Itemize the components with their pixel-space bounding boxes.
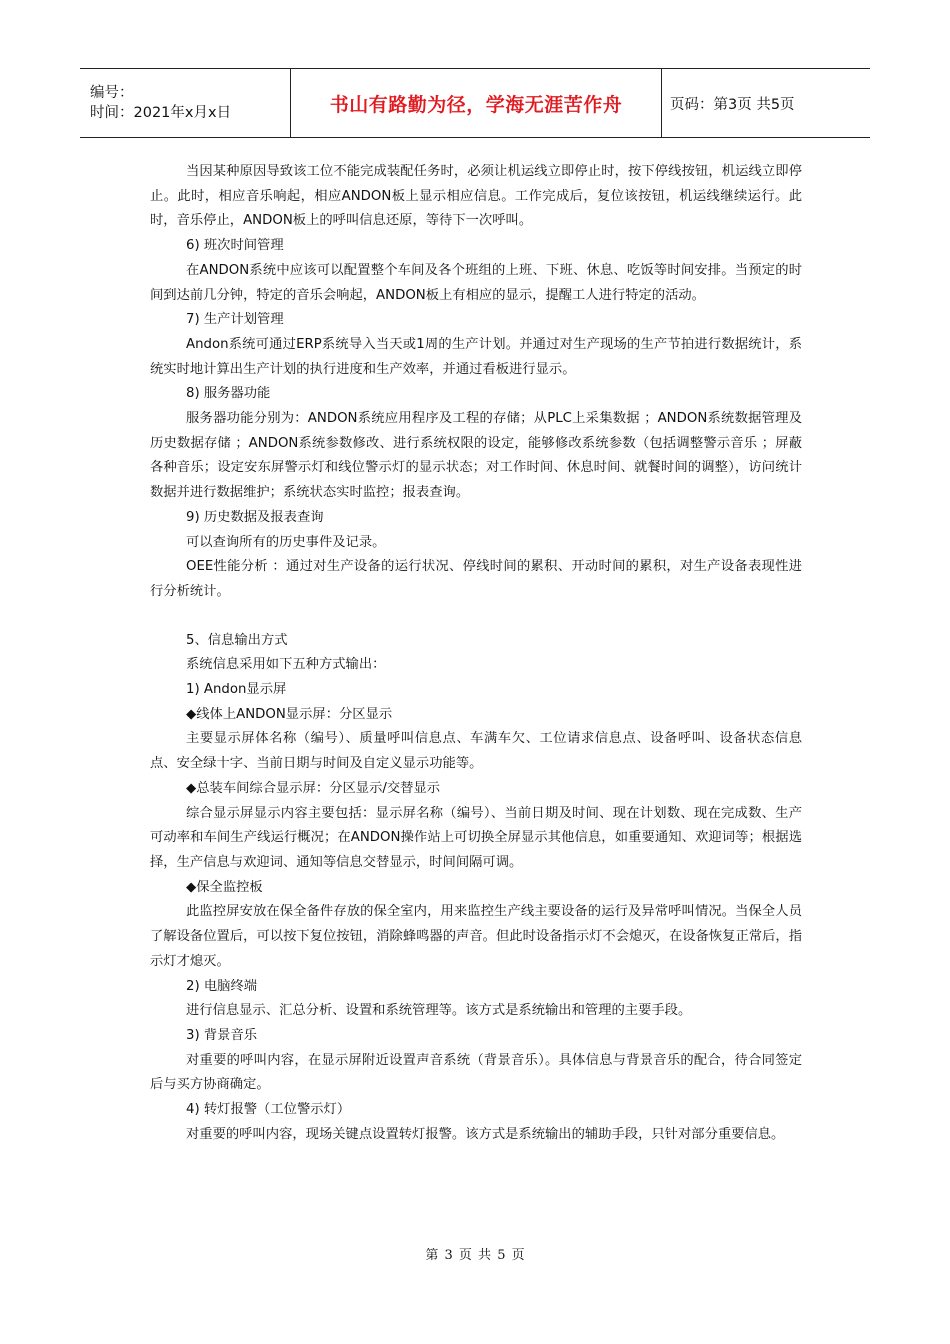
paragraph: 对重要的呼叫内容，现场关键点设置转灯报警。该方式是系统输出的辅助手段，只针对部分重要信息。 bbox=[186, 1126, 785, 1142]
spacer bbox=[150, 605, 802, 629]
section-heading: 6) 班次时间管理 bbox=[186, 238, 284, 254]
header-right bbox=[662, 69, 870, 137]
bullet-heading: ◆总装车间综合显示屏：分区显示/交替显示 bbox=[186, 780, 441, 796]
paragraph: 可以查询所有的历史事件及记录。 bbox=[186, 534, 386, 550]
paragraph: 此监控屏安放在保全备件存放的保全室内，用来监控生产线主要设备的运行及异常呼叫情况。当保全人员了解设备位置后，可以按下复位按钮，消除蜂鸣器的声音。但此时设备指示灯不会熄灭，在设备恢复正常后，指示灯才熄灭。 bbox=[150, 904, 802, 969]
paragraph: 服务器功能分别为：ANDON系统应用程序及工程的存储；从PLC上采集数据 ；ANDON系统数据管理及历史数据存储 ；ANDON系统参数修改、进行系统权限的设定，能够修改系统参数（包括调整警示音乐 ；屏蔽各种音乐；设定安东屏警示灯和线位警示灯的显示状态；对工作时间、休息时间、就餐时间的调整），访问统计数据并进行数据维护；系统状态实时监控；报表查询。 bbox=[150, 411, 802, 501]
subsection-heading: 3) 背景音乐 bbox=[186, 1027, 258, 1043]
paragraph: 综合显示屏显示内容主要包括：显示屏名称（编号）、当前日期及时间、现在计划数、现在完成数、生产可动率和车间生产线运行概况；在ANDON操作站上可切换全屏显示其他信息，如重要通知、欢迎词等；根据选择，生产信息与欢迎词、通知等信息交替显示，时间间隔可调。 bbox=[150, 805, 802, 870]
header-motto: 书山有路勤为径，学海无涯苦作舟 bbox=[329, 93, 623, 116]
page-header bbox=[80, 68, 870, 138]
subsection-heading: 2) 电脑终端 bbox=[186, 978, 258, 994]
subsection-heading: 4) 转灯报警（工位警示灯） bbox=[186, 1102, 351, 1118]
paragraph: 系统信息采用如下五种方式输出： bbox=[186, 657, 386, 673]
header-motto-cell bbox=[291, 69, 662, 137]
section-heading: 7) 生产计划管理 bbox=[186, 312, 284, 328]
paragraph: Andon系统可通过ERP系统导入当天或1周的生产计划。并通过对生产现场的生产节拍进行数据统计，系统实时地计算出生产计划的执行进度和生产效率，并通过看板进行显示。 bbox=[150, 336, 802, 377]
section-heading: 9) 历史数据及报表查询 bbox=[186, 509, 324, 525]
paragraph: 当因某种原因导致该工位不能完成装配任务时，必须让机运线立即停止时，按下停线按钮，机运线立即停止。此时，相应音乐响起，相应ANDON板上显示相应信息。工作完成后，复位该按钮，机运线继续运行。此时，音乐停止，ANDON板上的呼叫信息还原，等待下一次呼叫。 bbox=[150, 164, 802, 229]
document-body bbox=[150, 160, 802, 1147]
paragraph: 对重要的呼叫内容，在显示屏附近设置声音系统（背景音乐）。具体信息与背景音乐的配合，待合同签定后与买方协商确定。 bbox=[150, 1052, 802, 1093]
paragraph: 进行信息显示、汇总分析、设置和系统管理等。该方式是系统输出和管理的主要手段。 bbox=[186, 1003, 692, 1019]
bullet-heading: ◆保全监控板 bbox=[186, 879, 263, 895]
header-left bbox=[80, 69, 291, 137]
header-page-label: 页码：第3页 共5页 bbox=[670, 96, 795, 113]
paragraph: 在ANDON系统中应该可以配置整个车间及各个班组的上班、下班、休息、吃饭等时间安排。当预定的时间到达前几分钟，特定的音乐会响起，ANDON板上有相应的显示，提醒工人进行特定的活动。 bbox=[150, 262, 802, 303]
page-footer: 第 3 页 共 5 页 bbox=[425, 1248, 525, 1263]
paragraph: 主要显示屏体名称（编号）、质量呼叫信息点、车满车欠、工位请求信息点、设备呼叫、设备状态信息点、安全绿十字、当前日期与时间及自定义显示功能等。 bbox=[150, 731, 802, 772]
bullet-heading: ◆线体上ANDON显示屏：分区显示 bbox=[186, 706, 393, 722]
subsection-heading: 1) Andon显示屏 bbox=[186, 682, 287, 698]
document-number-label: 编号： bbox=[90, 85, 134, 101]
paragraph: OEE性能分析 ：通过对生产设备的运行状况、停线时间的累积、开动时间的累积，对生产设备表现性进行分析统计。 bbox=[150, 559, 802, 599]
chapter-heading: 5、信息输出方式 bbox=[186, 632, 288, 648]
section-heading: 8) 服务器功能 bbox=[186, 386, 271, 402]
document-date-label: 时间：2021年x月x日 bbox=[90, 105, 232, 121]
